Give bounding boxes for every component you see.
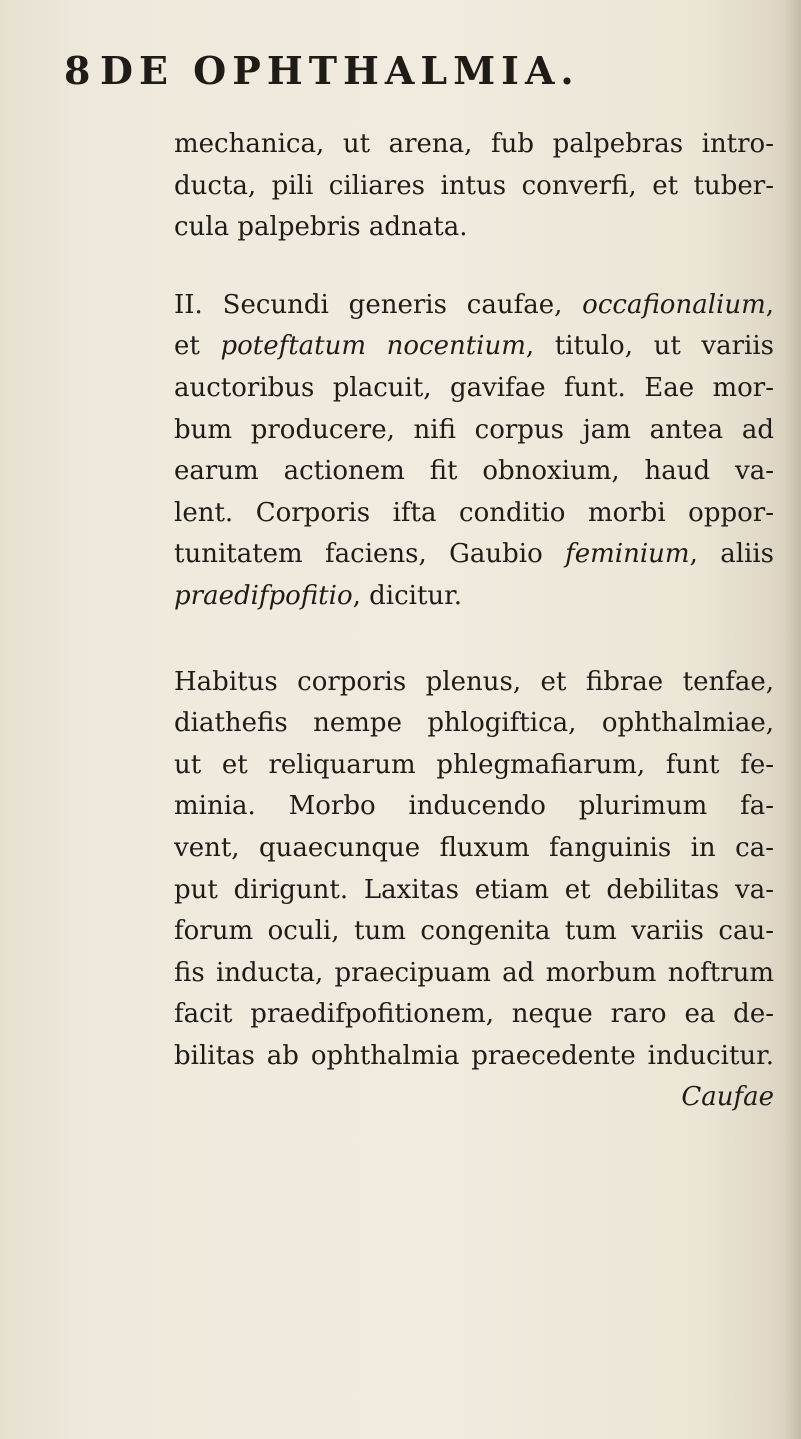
text-line: praedifpofitio, dicitur. (174, 580, 463, 611)
text-line: diathefis nempe phlogiftica, ophthalmiae, (174, 708, 774, 739)
text-line: cula palpebris adnata. (174, 212, 468, 243)
body-text (174, 124, 774, 1119)
text-line: fis inducta, praecipuam ad morbum noftrum (174, 957, 774, 988)
page-number: 8 (64, 48, 93, 93)
text-line: et poteftatum nocentium, titulo, ut variis (174, 331, 774, 362)
text-line: earum actionem fit obnoxium, haud va- (174, 456, 774, 487)
text-line: forum oculi, tum congenita tum variis cau- (174, 916, 774, 947)
running-title: DE OPHTHALMIA. (100, 48, 580, 93)
text-line: bilitas ab ophthalmia praecedente inducitur. (174, 1040, 774, 1071)
text-line: ut et reliquarum phlegmafiarum, funt fe- (174, 749, 774, 780)
italic-term: praedifpofitio (174, 580, 353, 611)
page-header (64, 48, 764, 98)
text-line: minia. Morbo inducendo plurimum fa- (174, 791, 774, 822)
text-line: mechanica, ut arena, fub palpebras intro- (174, 129, 774, 159)
text-line: put dirigunt. Laxitas etiam et debilitas va- (174, 874, 774, 905)
text-line: II. Secundi generis caufae, occafionalium, (174, 289, 774, 320)
text-line: lent. Corporis ifta conditio morbi oppor- (174, 497, 774, 528)
text-line: tunitatem faciens, Gaubio feminium, aliis (174, 539, 774, 570)
text-line: Habitus corporis plenus, et fibrae tenfae, (174, 666, 774, 697)
italic-term: feminium (565, 539, 690, 570)
paragraph-3 (174, 662, 774, 1078)
paragraph-2 (174, 285, 774, 618)
italic-term: occafionalium (582, 289, 766, 320)
italic-term: poteftatum nocentium (220, 331, 526, 362)
text-line: bum producere, nifi corpus jam antea ad (174, 414, 774, 445)
text-line: ducta, pili ciliares intus converfi, et tuber- (174, 170, 774, 201)
text-line: vent, quaecunque fluxum fanguinis in ca- (174, 832, 774, 863)
catchword: Caufae (681, 1082, 774, 1113)
text-line: facit praedifpofitionem, neque raro ea de- (174, 999, 774, 1030)
paragraph-1 (174, 124, 774, 249)
text-line: auctoribus placuit, gavifae funt. Eae mor- (174, 372, 774, 403)
